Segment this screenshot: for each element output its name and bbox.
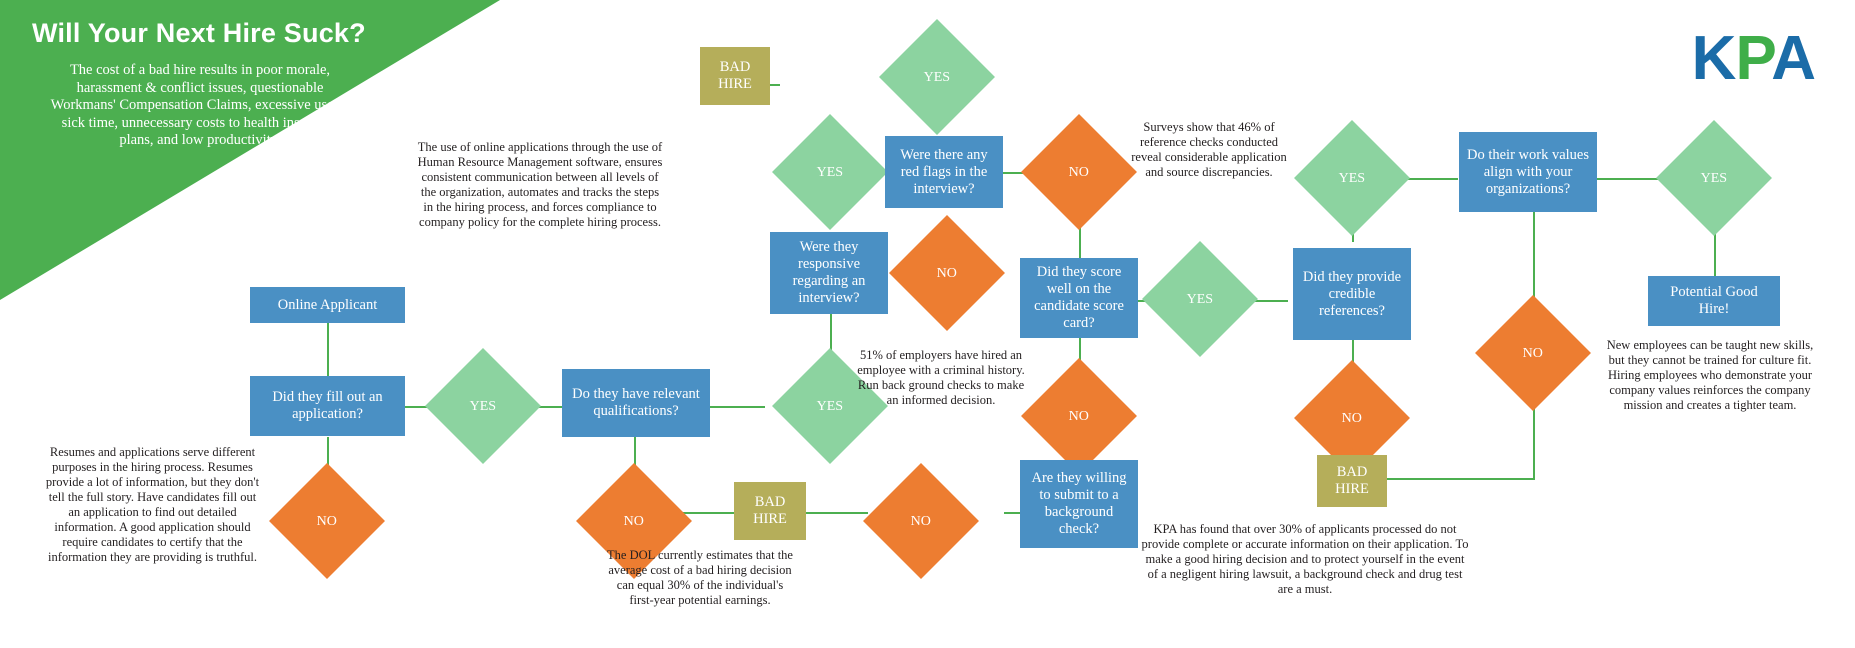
node-score-card[interactable] <box>1020 258 1138 338</box>
connector <box>806 512 868 514</box>
node-no-3[interactable] <box>889 215 1005 331</box>
node-label: YES <box>469 398 497 414</box>
note-online-applications: The use of online applications through the use of Human Resource Management software, ensures consistent communication between all levels of the organization, automates and tracks the steps in the hiring process, and forces compliance to company policy for the complete hiring process. <box>417 140 663 229</box>
node-no-5[interactable] <box>1021 358 1137 474</box>
connector <box>710 406 765 408</box>
node-fill-out-application[interactable] <box>250 376 405 436</box>
note-culture: New employees can be taught new skills, but they cannot be trained for culture fit. Hiring employees who demonstrate your company values reinforces the company mission and creates a tighter team. <box>1606 338 1814 412</box>
connector <box>327 323 329 376</box>
node-yes-4[interactable] <box>879 19 995 135</box>
node-yes-6[interactable] <box>1294 120 1410 236</box>
node-online-applicant[interactable] <box>250 287 405 323</box>
node-label: BAD HIRE <box>1335 464 1369 497</box>
node-label: NO <box>936 265 958 281</box>
note-criminal: 51% of employers have hired an employee with a criminal history. Run back ground checks to make an informed decision. <box>857 348 1025 407</box>
node-label: YES <box>816 398 844 414</box>
node-label: NO <box>910 513 932 529</box>
node-no-6[interactable] <box>863 463 979 579</box>
node-label: NO <box>1341 410 1363 426</box>
note-background-stat: KPA has found that over 30% of applicants processed do not provide complete or accurate information on their application. To make a good hiring decision and to protect yourself in the event of a negligent hiring lawsuit, a background check and drug test are a must. <box>1141 522 1469 596</box>
node-responsive-interview[interactable] <box>770 232 888 314</box>
node-label: YES <box>923 69 951 85</box>
node-label: NO <box>1068 164 1090 180</box>
node-potential-good-hire[interactable] <box>1648 276 1780 326</box>
note-dol: The DOL currently estimates that the average cost of a bad hiring decision can equal 30% of the individual's first-year potential earnings. <box>607 548 793 607</box>
node-no-1[interactable] <box>269 463 385 579</box>
node-label: Were they responsive regarding an interview? <box>792 239 866 306</box>
node-label: NO <box>1522 345 1544 361</box>
node-label: Were there any red flags in the interview? <box>900 146 988 197</box>
node-no-4[interactable] <box>1021 114 1137 230</box>
node-label: Did they fill out an application? <box>272 389 383 422</box>
note-reference-checks: Surveys show that 46% of reference checks conducted reveal considerable application and source discrepancies. <box>1131 120 1287 179</box>
node-label: BAD HIRE <box>718 59 752 92</box>
node-label: Online Applicant <box>277 296 378 313</box>
node-bad-hire-2[interactable] <box>700 47 770 105</box>
node-no-8[interactable] <box>1475 295 1591 411</box>
node-label: YES <box>1338 170 1366 186</box>
banner-subtext: The cost of a bad hire results in poor morale, harassment & conflict issues, questionable Workmans' Compensation Claims, excessive use of sick time, unnecessary costs to health insurance plans, and low productivity. <box>50 62 350 148</box>
node-label: YES <box>1186 291 1214 307</box>
node-relevant-qualifications[interactable] <box>562 369 710 437</box>
node-label: YES <box>816 164 844 180</box>
logo-a: A <box>1771 24 1815 93</box>
page-title: Will Your Next Hire Suck? <box>32 18 366 48</box>
node-red-flags[interactable] <box>885 136 1003 208</box>
connector <box>1375 478 1535 480</box>
node-label: NO <box>623 513 645 529</box>
node-bad-hire-1[interactable] <box>734 482 806 540</box>
node-credible-references[interactable] <box>1293 248 1411 340</box>
node-label: Are they willing to submit to a background check? <box>1031 470 1127 537</box>
node-label: Did they score well on the candidate score card? <box>1034 264 1124 331</box>
node-bad-hire-3[interactable] <box>1317 455 1387 507</box>
node-yes-7[interactable] <box>1656 120 1772 236</box>
node-label: NO <box>316 513 338 529</box>
node-yes-5[interactable] <box>1142 241 1258 357</box>
node-label: Did they provide credible references? <box>1302 268 1402 319</box>
node-label: Do they have relevant qualifications? <box>572 386 700 419</box>
node-label: YES <box>1700 170 1728 186</box>
logo-k: K <box>1691 24 1736 93</box>
node-background-check[interactable] <box>1020 460 1138 548</box>
logo-p: P <box>1735 24 1772 93</box>
kpa-logo <box>1691 24 1815 93</box>
node-label: Do their work values align with your organizations? <box>1467 146 1590 197</box>
node-yes-1[interactable] <box>425 348 541 464</box>
node-label: Potential Good Hire! <box>1670 284 1758 317</box>
node-label: NO <box>1068 408 1090 424</box>
note-resumes: Resumes and applications serve different purposes in the hiring process. Resumes provide a lot of information, but they don't tell the full story. Have candidates fill out an application to find out detailed information. A good application should require candidates to certify that the information they are providing is truthful. <box>45 445 260 564</box>
node-label: BAD HIRE <box>753 494 787 527</box>
node-yes-3[interactable] <box>772 114 888 230</box>
node-work-values[interactable] <box>1459 132 1597 212</box>
